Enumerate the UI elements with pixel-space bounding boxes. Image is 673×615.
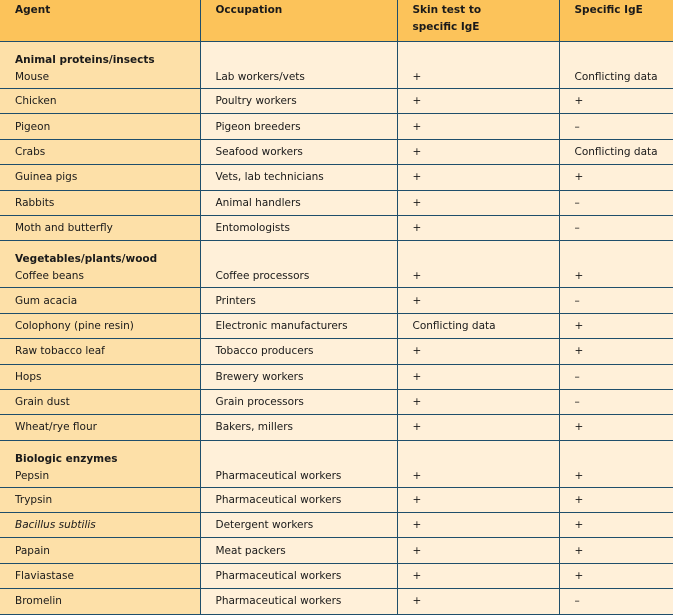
occupation-cell [200,241,397,288]
specific-ige-cell-text: – [574,222,580,235]
specific-ige-cell-text: + [574,469,584,482]
agent-cell-text: Papain [15,544,50,557]
occupation-cell [200,114,397,139]
skin-test-cell [397,215,559,240]
skin-test-cell-text: + [412,120,422,133]
agent-cell [0,440,200,487]
skin-test-cell-text: + [412,595,422,608]
table-row [0,589,673,614]
agent-cell [0,241,200,288]
table-row [0,139,673,164]
table-row [0,288,673,313]
header-agent: Agent [0,0,200,42]
specific-ige-cell [559,114,673,139]
agent-cell-text: Grain dust [15,396,70,409]
specific-ige-cell-text: – [574,595,580,608]
specific-ige-cell-text: + [574,570,584,583]
specific-ige-cell-text: + [574,171,584,184]
agent-cell-text: Hops [15,370,42,383]
specific-ige-cell-text: – [574,294,580,307]
specific-ige-cell-text: + [574,270,584,283]
agent-cell-text: Colophony (pine resin) [15,319,134,332]
table-row [0,364,673,389]
specific-ige-cell [559,415,673,440]
occupation-cell-text: Pharmaceutical workers [215,595,342,608]
occupation-cell [200,589,397,614]
agent-cell [0,313,200,338]
occupation-cell [200,538,397,563]
occupation-cell [200,364,397,389]
skin-test-cell [397,440,559,487]
skin-test-cell [397,339,559,364]
skin-test-cell [397,563,559,588]
skin-test-cell-text: + [412,370,422,383]
skin-test-cell-text: + [412,95,422,108]
occupation-cell-text: Pigeon breeders [215,120,301,133]
skin-test-cell-text: Conflicting data [412,319,496,332]
agent-cell-text: Chicken [15,95,57,108]
specific-ige-cell [559,389,673,414]
table-row-group-start [0,42,673,89]
skin-test-cell [397,487,559,512]
agent-cell [0,415,200,440]
skin-test-cell [397,42,559,89]
skin-test-cell-text: + [412,570,422,583]
table-row-group-start [0,241,673,288]
agent-cell [0,389,200,414]
table-row [0,190,673,215]
occupation-cell-text: Animal handlers [215,196,301,209]
table-row [0,313,673,338]
specific-ige-cell [559,313,673,338]
skin-test-cell [397,589,559,614]
occupation-cell-text: Printers [215,294,256,307]
specific-ige-cell [559,538,673,563]
agent-cell-text: Crabs [15,145,46,158]
occupation-cell [200,288,397,313]
agent-cell [0,215,200,240]
skin-test-cell-text: + [412,145,422,158]
skin-test-cell [397,538,559,563]
occupation-cell [200,339,397,364]
occupation-cell [200,389,397,414]
header-specific-ige: Specific IgE [559,0,673,42]
agent-cell [0,165,200,190]
specific-ige-cell-text: + [574,421,584,434]
specific-ige-cell [559,165,673,190]
occupation-cell [200,42,397,89]
skin-test-cell [397,389,559,414]
header-skin-test: Skin test to specific IgE [397,0,559,42]
agent-cell [0,563,200,588]
skin-test-cell [397,415,559,440]
agent-cell-text: Rabbits [15,196,55,209]
skin-test-cell [397,139,559,164]
occupation-cell [200,89,397,114]
occupation-cell-text: Tobacco producers [215,345,314,358]
occupation-cell [200,563,397,588]
agent-cell-text: Moth and butterfly [15,222,113,235]
specific-ige-cell [559,563,673,588]
agent-cell-text: Pepsin [15,469,50,482]
occupation-cell [200,513,397,538]
skin-test-cell [397,364,559,389]
occupation-cell-text: Bakers, millers [215,421,293,434]
agent-cell-text: Bromelin [15,595,62,608]
table-row [0,114,673,139]
occupation-cell-text: Lab workers/vets [215,71,305,83]
specific-ige-cell-text: Conflicting data [574,71,658,83]
occupation-cell-text: Poultry workers [215,95,297,108]
specific-ige-cell [559,215,673,240]
specific-ige-cell-text: – [574,196,580,209]
occupation-cell [200,139,397,164]
skin-test-cell [397,114,559,139]
specific-ige-cell-text: – [574,396,580,409]
skin-test-cell-text: + [412,421,422,434]
agent-cell-text: Guinea pigs [15,171,78,184]
occupation-cell-text: Vets, lab technicians [215,171,324,184]
agent-cell [0,288,200,313]
occupation-cell-text: Grain processors [215,396,304,409]
agent-cell-text: Pigeon [15,120,51,133]
occupation-cell-text: Meat packers [215,544,286,557]
table-row [0,165,673,190]
occupation-cell-text: Brewery workers [215,370,304,383]
agent-cell [0,538,200,563]
table-row [0,89,673,114]
occupation-cell-text: Detergent workers [215,519,314,532]
agent-cell [0,114,200,139]
agent-cell [0,339,200,364]
occupation-cell [200,487,397,512]
specific-ige-cell [559,364,673,389]
occupation-cell [200,415,397,440]
specific-ige-cell [559,139,673,164]
section-title: Vegetables/plants/wood [15,253,158,266]
table-row [0,339,673,364]
skin-test-cell [397,288,559,313]
table-row-group-start [0,440,673,487]
skin-test-cell-text: + [412,171,422,184]
table-row [0,513,673,538]
specific-ige-cell-text: + [574,319,584,332]
occupation-cell-text: Pharmaceutical workers [215,493,342,506]
specific-ige-cell [559,241,673,288]
occupation-cell-text: Coffee processors [215,270,310,283]
specific-ige-cell-text: – [574,370,580,383]
specific-ige-cell [559,288,673,313]
table-row [0,215,673,240]
specific-ige-cell [559,487,673,512]
occupation-cell [200,190,397,215]
agent-cell [0,589,200,614]
agent-cell [0,89,200,114]
agent-cell [0,513,200,538]
specific-ige-cell-text: – [574,120,580,133]
skin-test-cell [397,89,559,114]
skin-test-cell-text: + [412,71,422,83]
specific-ige-cell [559,42,673,89]
skin-test-cell-text: + [412,222,422,235]
header-row [0,0,673,42]
specific-ige-cell [559,513,673,538]
skin-test-cell [397,513,559,538]
skin-test-cell-text: + [412,270,422,283]
agent-cell [0,190,200,215]
specific-ige-cell [559,339,673,364]
specific-ige-cell [559,89,673,114]
agent-cell [0,139,200,164]
agent-cell-text: Wheat/rye flour [15,421,97,434]
specific-ige-cell-text: + [574,345,584,358]
skin-test-cell-text: + [412,345,422,358]
occupation-cell-text: Pharmaceutical workers [215,469,342,482]
skin-test-cell-text: + [412,469,422,482]
skin-test-cell-text: + [412,196,422,209]
occupation-cell-text: Entomologists [215,222,290,235]
occupation-cell-text: Pharmaceutical workers [215,570,342,583]
table-body [0,42,673,615]
header-occupation: Occupation [200,0,397,42]
skin-test-cell-text: + [412,519,422,532]
specific-ige-cell-text: + [574,493,584,506]
agent-cell-text: Mouse [15,71,50,83]
agent-cell-text: Bacillus subtilis [15,519,96,532]
skin-test-cell [397,190,559,215]
occupation-cell [200,440,397,487]
skin-test-cell-text: + [412,544,422,557]
skin-test-cell-text: + [412,493,422,506]
agent-cell [0,364,200,389]
skin-test-cell [397,313,559,338]
section-title: Animal proteins/insects [15,54,155,66]
agent-cell-text: Gum acacia [15,294,78,307]
agent-cell-text: Coffee beans [15,270,84,283]
agent-cell [0,42,200,89]
table-row [0,563,673,588]
table-row [0,487,673,512]
agent-cell-text: Trypsin [15,493,53,506]
occupation-cell [200,215,397,240]
specific-ige-cell-text: Conflicting data [574,145,658,158]
specific-ige-cell-text: + [574,544,584,557]
specific-ige-cell [559,190,673,215]
occupation-cell [200,313,397,338]
section-title: Biologic enzymes [15,452,118,465]
specific-ige-cell-text: + [574,519,584,532]
skin-test-cell-text: + [412,396,422,409]
specific-ige-cell [559,589,673,614]
table-row [0,415,673,440]
occupation-cell-text: Seafood workers [215,145,303,158]
skin-test-cell [397,241,559,288]
skin-test-cell [397,165,559,190]
specific-ige-cell [559,440,673,487]
specific-ige-cell-text: + [574,95,584,108]
table-row [0,538,673,563]
occupation-cell-text: Electronic manufacturers [215,319,348,332]
table-row [0,389,673,414]
agent-cell-text: Flaviastase [15,570,74,583]
occupation-cell [200,165,397,190]
skin-test-cell-text: + [412,294,422,307]
agent-cell-text: Raw tobacco leaf [15,345,105,358]
agent-cell [0,487,200,512]
